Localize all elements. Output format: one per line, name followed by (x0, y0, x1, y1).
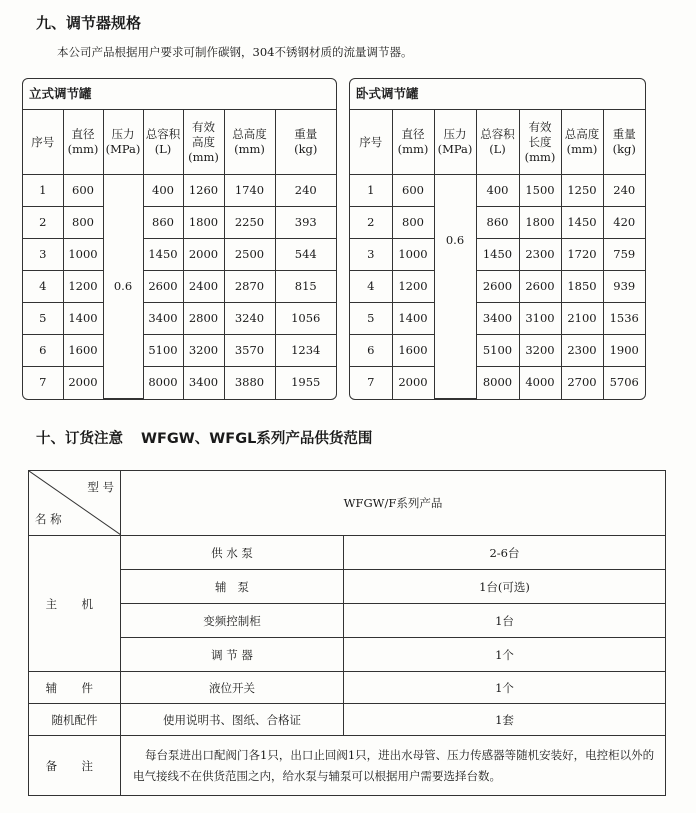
table-cell: 4 (23, 271, 63, 303)
table-cell: 2500 (224, 239, 275, 271)
table-cell: 2600 (143, 271, 183, 303)
table-cell: 1800 (183, 207, 224, 239)
column-header (275, 110, 336, 175)
table-cell: 800 (63, 207, 103, 239)
table-cell: 1000 (63, 239, 103, 271)
column-header (63, 110, 103, 175)
table-cell: 2250 (224, 207, 275, 239)
table-cell: 1000 (392, 239, 434, 271)
table-cell: 3 (350, 239, 392, 271)
header-line: 有效 (528, 119, 552, 134)
header-line: 总容积 (480, 127, 515, 141)
table-cell: 5706 (603, 367, 645, 399)
section-10-subtitle: WFGW、WFGL系列产品供货范围 (141, 431, 373, 447)
table-row (350, 303, 645, 335)
horizontal-tank-title: 卧式调节罐 (350, 79, 645, 110)
column-header (392, 110, 434, 175)
table-cell: 5100 (143, 335, 183, 367)
header-line: 高度 (192, 134, 215, 149)
table-cell: 3400 (476, 303, 519, 335)
table-row (350, 207, 645, 239)
header-line: 重量 (294, 127, 318, 141)
header-line: (mm) (234, 142, 265, 156)
table-cell: 5 (350, 303, 392, 335)
table-cell: 1400 (392, 303, 434, 335)
table-cell: 3570 (224, 335, 275, 367)
pressure-cell: 0.6 (103, 175, 143, 399)
table-cell: 240 (275, 175, 336, 207)
header-line: 序号 (31, 134, 55, 149)
table-cell: 4 (350, 271, 392, 303)
column-header (23, 110, 63, 175)
header-line: (mm) (67, 142, 99, 156)
table-cell: 1450 (561, 207, 603, 239)
table-cell: 1800 (519, 207, 561, 239)
column-header (224, 110, 275, 175)
table-row (23, 207, 336, 239)
header-line: (L) (154, 142, 172, 156)
column-header (103, 110, 143, 175)
table-cell: 393 (275, 207, 336, 239)
table-row (23, 239, 336, 271)
table-cell: 600 (63, 175, 103, 207)
table-cell: 2870 (224, 271, 275, 303)
table-cell: 420 (603, 207, 645, 239)
pressure-cell: 0.6 (434, 175, 476, 399)
table-row (350, 175, 645, 207)
section-9-title: 九、调节器规格 (36, 14, 142, 32)
table-cell: 400 (143, 175, 183, 207)
table-cell: 6 (350, 335, 392, 367)
table-cell: 2300 (561, 335, 603, 367)
table-row (350, 335, 645, 367)
table-cell: 2 (23, 207, 63, 239)
header-line: 总高度 (564, 127, 600, 141)
table-cell: 3400 (143, 303, 183, 335)
table-cell: 4000 (519, 367, 561, 399)
accessory-label: 辅 件 (29, 672, 121, 704)
vertical-tank-title: 立式调节罐 (23, 79, 336, 110)
table-cell: 1600 (63, 335, 103, 367)
header-line: (MPa) (437, 142, 473, 156)
table-cell: 1850 (561, 271, 603, 303)
table-row (23, 367, 336, 399)
table-row (23, 271, 336, 303)
section-10-title (36, 427, 372, 448)
header-name-label: 名 称 (35, 512, 62, 526)
included-parts-label: 随机配件 (29, 704, 121, 736)
table-cell: 1740 (224, 175, 275, 207)
header-type-label: 型 号 (87, 480, 114, 494)
remarks-label: 备 注 (29, 736, 121, 796)
table-cell: 1600 (392, 335, 434, 367)
header-line: 直径 (401, 127, 425, 141)
item-name: 调 节 器 (121, 638, 344, 672)
table-cell: 3100 (519, 303, 561, 335)
table-cell: 8000 (143, 367, 183, 399)
column-header (519, 110, 561, 175)
section-10-heading: 十、订货注意 (36, 431, 123, 447)
product-series-label: WFGW/F系列产品 (121, 471, 666, 536)
header-line: (mm) (397, 142, 429, 156)
header-line: (MPa) (105, 142, 141, 156)
table-cell: 8000 (476, 367, 519, 399)
table-row (350, 367, 645, 399)
header-line: (kg) (612, 142, 636, 156)
column-header (476, 110, 519, 175)
table-cell: 759 (603, 239, 645, 271)
table-row (23, 175, 336, 207)
table-cell: 1234 (275, 335, 336, 367)
table-cell: 240 (603, 175, 645, 207)
item-name: 变频控制柜 (121, 604, 344, 638)
table-cell: 800 (392, 207, 434, 239)
table-cell: 1900 (603, 335, 645, 367)
column-header (603, 110, 645, 175)
table-cell: 3200 (519, 335, 561, 367)
table-cell: 860 (143, 207, 183, 239)
main-unit-label: 主 机 (29, 536, 121, 672)
table-cell: 1955 (275, 367, 336, 399)
table-cell: 1 (350, 175, 392, 207)
header-line: (mm) (566, 142, 598, 156)
item-name: 使用说明书、图纸、合格证 (121, 704, 344, 736)
horizontal-tank-table (350, 110, 645, 399)
item-qty: 1个 (344, 638, 666, 672)
table-cell: 2000 (183, 239, 224, 271)
table-cell: 1200 (63, 271, 103, 303)
item-qty: 1台(可选) (344, 570, 666, 604)
table-row (23, 303, 336, 335)
table-cell: 2 (350, 207, 392, 239)
header-line: 总容积 (145, 127, 181, 141)
horizontal-tank-panel (349, 78, 646, 400)
item-name: 供 水 泵 (121, 536, 344, 570)
table-row (23, 335, 336, 367)
table-cell: 3 (23, 239, 63, 271)
column-header (561, 110, 603, 175)
table-cell: 2600 (476, 271, 519, 303)
table-cell: 2300 (519, 239, 561, 271)
item-name: 辅 泵 (121, 570, 344, 604)
header-line: 总高度 (232, 127, 267, 141)
header-line: (mm) (524, 149, 556, 164)
table-cell: 1260 (183, 175, 224, 207)
column-header (434, 110, 476, 175)
header-diagonal-cell (29, 471, 120, 535)
table-cell: 2400 (183, 271, 224, 303)
table-cell: 1056 (275, 303, 336, 335)
item-qty: 1套 (344, 704, 666, 736)
table-cell: 5100 (476, 335, 519, 367)
item-qty: 1台 (344, 604, 666, 638)
table-cell: 5 (23, 303, 63, 335)
table-cell: 2100 (561, 303, 603, 335)
table-cell: 1450 (143, 239, 183, 271)
header-line: (mm) (188, 149, 219, 164)
table-cell: 2000 (392, 367, 434, 399)
item-qty: 1个 (344, 672, 666, 704)
column-header (350, 110, 392, 175)
item-qty: 2-6台 (344, 536, 666, 570)
table-cell: 3200 (183, 335, 224, 367)
table-cell: 1 (23, 175, 63, 207)
table-cell: 1450 (476, 239, 519, 271)
header-line: 重量 (612, 127, 636, 141)
table-cell: 400 (476, 175, 519, 207)
column-header (143, 110, 183, 175)
header-line: 压力 (443, 127, 467, 141)
table-cell: 1500 (519, 175, 561, 207)
column-header (183, 110, 224, 175)
header-line: (kg) (294, 142, 318, 156)
table-cell: 2700 (561, 367, 603, 399)
vertical-tank-table (23, 110, 336, 399)
table-cell: 3880 (224, 367, 275, 399)
table-row (350, 271, 645, 303)
table-cell: 815 (275, 271, 336, 303)
table-cell: 1200 (392, 271, 434, 303)
table-cell: 6 (23, 335, 63, 367)
header-line: 长度 (528, 134, 552, 149)
table-cell: 2800 (183, 303, 224, 335)
supply-scope-table (28, 470, 666, 796)
header-line: (L) (489, 142, 506, 156)
table-cell: 7 (23, 367, 63, 399)
table-cell: 3400 (183, 367, 224, 399)
table-cell: 939 (603, 271, 645, 303)
item-name: 液位开关 (121, 672, 344, 704)
table-cell: 1536 (603, 303, 645, 335)
table-row (350, 239, 645, 271)
table-cell: 544 (275, 239, 336, 271)
header-line: 压力 (111, 127, 135, 141)
table-cell: 3240 (224, 303, 275, 335)
table-cell: 600 (392, 175, 434, 207)
section-9-intro: 本公司产品根据用户要求可制作碳钢，304不锈钢材质的流量调节器。 (57, 45, 413, 59)
header-line: 有效 (192, 119, 215, 134)
table-cell: 7 (350, 367, 392, 399)
table-cell: 1720 (561, 239, 603, 271)
remarks-text: 每台泵进出口配阀门各1只，出口止回阀1只，进出水母管、压力传感器等随机安装好，电控柜以外的电气接线不在供货范围之内，给水泵与辅泵可以根据用户需要选择台数。 (121, 736, 666, 796)
vertical-tank-panel (22, 78, 337, 400)
table-cell: 860 (476, 207, 519, 239)
table-cell: 1400 (63, 303, 103, 335)
table-cell: 2000 (63, 367, 103, 399)
header-line: 序号 (359, 134, 383, 149)
header-line: 直径 (71, 127, 95, 141)
table-cell: 2600 (519, 271, 561, 303)
table-cell: 1250 (561, 175, 603, 207)
